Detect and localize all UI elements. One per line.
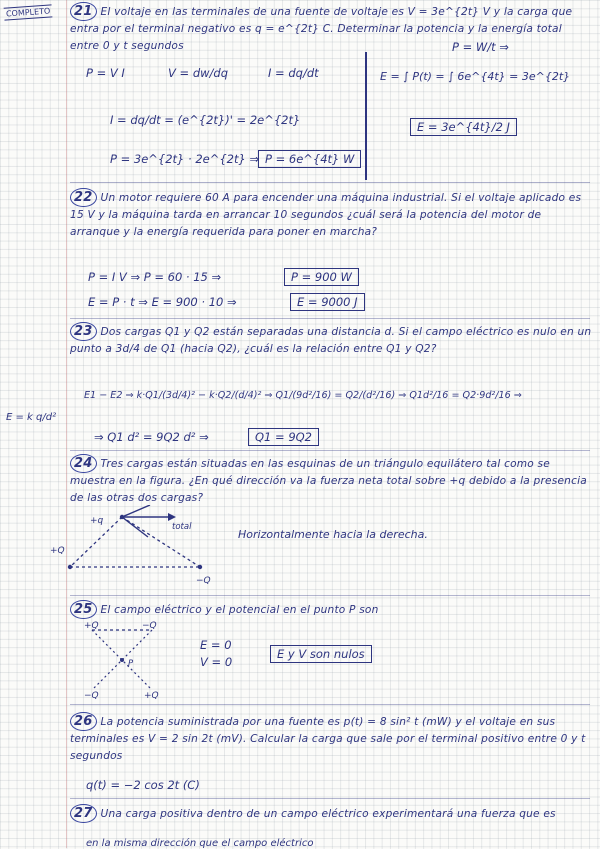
eq-field-zero: E = 0 [200,638,232,652]
problem-number: 25 [70,600,97,619]
net-force-arrowhead [168,513,176,521]
eq-motor-energy: E = P · t ⇒ E = 900 · 10 ⇒ [88,295,237,309]
problem-number: 23 [70,322,97,341]
eq-power-product: P = 3e^{2t} · 2e^{2t} ⇒ [110,152,260,166]
problem-number: 26 [70,712,97,731]
problem-number: 24 [70,454,97,473]
problem-number: 27 [70,804,97,823]
margin-tag: COMPLETO [4,4,53,20]
problem-22 [70,188,594,241]
problem-27 [70,804,594,823]
label-total: total [172,522,192,532]
point-p [120,658,124,662]
eq-charge-relation: ⇒ Q1 d² = 9Q2 d² ⇒ [94,430,209,444]
eq-power: P = V I [86,66,125,80]
problem-statement: La potencia suministrada por una fuente es p(t) = 8 sin² t (mW) y el voltaje en sus terminales es V = 2 sin 2t (mV). Calcular la carga que sale por el terminal positivo entre 0 y t segundos [70,716,586,762]
problem-statement: El voltaje en las terminales de una fuente de voltaje es V = 3e^{2t} V y la carga que entra por el terminal negativo es q = e^{2t} C. Determinar la potencia y la energía total entre 0 y t segundos [70,6,573,52]
label-right-charge: −Q [196,576,211,586]
label-charge-tl: +Q [84,621,99,631]
option-line: en la misma dirección que el campo eléctrico [86,838,314,849]
answer-energy: E = 3e^{4t}/2 J [410,118,517,136]
problem-number: 21 [70,2,97,21]
margin-line [66,0,67,848]
label-charge-br: +Q [144,691,159,700]
problem-21 [70,2,594,55]
eq-motor-power: P = I V ⇒ P = 60 · 15 ⇒ [88,270,222,284]
answer-field-potential: E y V son nulos [270,645,372,663]
answer-charge-ratio: Q1 = 9Q2 [248,428,319,446]
problem-statement: Una carga positiva dentro de un campo eléctrico experimentará una fuerza que es [100,808,556,820]
eq-field-balance: E1 − E2 ⇒ k·Q1/(3d/4)² − k·Q2/(d/4)² ⇒ Q1/(9d²/16) = Q2/(d²/16) ⇒ Q1d²/16 = Q2·9d²/16 ⇒ [84,390,522,401]
answer-motor-energy: E = 9000 J [290,293,365,311]
divider [70,595,590,596]
force-arrow [122,505,150,517]
problem-25 [70,600,594,619]
label-charge-bl: −Q [84,691,99,700]
problem-number: 22 [70,188,97,207]
charge-point [198,565,202,569]
divider [70,318,590,319]
problem-statement: Tres cargas están situadas en las esquinas de un triángulo equilátero tal como se muestra en la figura. ¿En qué dirección va la fuerza neta total sobre +q debido a la presencia de las otras dos cargas? [70,458,587,504]
square-figure [80,618,180,700]
margin-formula: E = k q/d² [6,412,57,423]
problem-26 [70,712,594,765]
triangle-figure [50,505,250,595]
label-top-charge: +q [90,516,104,526]
eq-energy-integral: E = ∫ P(t) = ∫ 6e^{4t} = 3e^{2t} [380,70,571,83]
answer-power: P = 6e^{4t} W [258,150,361,168]
divider [70,798,590,799]
problem-24 [70,454,594,507]
charge-point [120,515,124,519]
answer-motor-power: P = 900 W [284,268,359,286]
divider [70,704,590,705]
charge-point [68,565,72,569]
answer-direction: Horizontalmente hacia la derecha. [238,528,428,541]
label-left-charge: +Q [50,546,65,556]
label-point-p: P [128,659,134,669]
eq-power-energy: P = W/t ⇒ [452,40,509,54]
column-divider [365,52,367,180]
divider [70,182,590,183]
problem-statement: Un motor requiere 60 A para encender una máquina industrial. Si el voltaje aplicado es 15 V y la máquina tarda en arrancar 10 segundos ¿cuál será la potencia del motor de arranque y la energía requerida para poner en marcha? [70,192,582,238]
answer-charge-function: q(t) = −2 cos 2t (C) [86,778,200,792]
eq-voltage: V = dw/dq [168,66,228,80]
force-arrow [122,517,148,537]
eq-current-derivative: I = dq/dt = (e^{2t})' = 2e^{2t} [110,113,301,127]
problem-statement: El campo eléctrico y el potencial en el punto P son [100,604,379,616]
eq-current: I = dq/dt [268,66,319,80]
label-charge-tr: −Q [142,621,157,631]
problem-statement: Dos cargas Q1 y Q2 están separadas una distancia d. Si el campo eléctrico es nulo en un punto a 3d/4 de Q1 (hacia Q2), ¿cuál es la relación entre Q1 y Q2? [70,326,592,355]
problem-23 [70,322,594,358]
eq-potential-zero: V = 0 [200,655,233,669]
divider [70,450,590,451]
